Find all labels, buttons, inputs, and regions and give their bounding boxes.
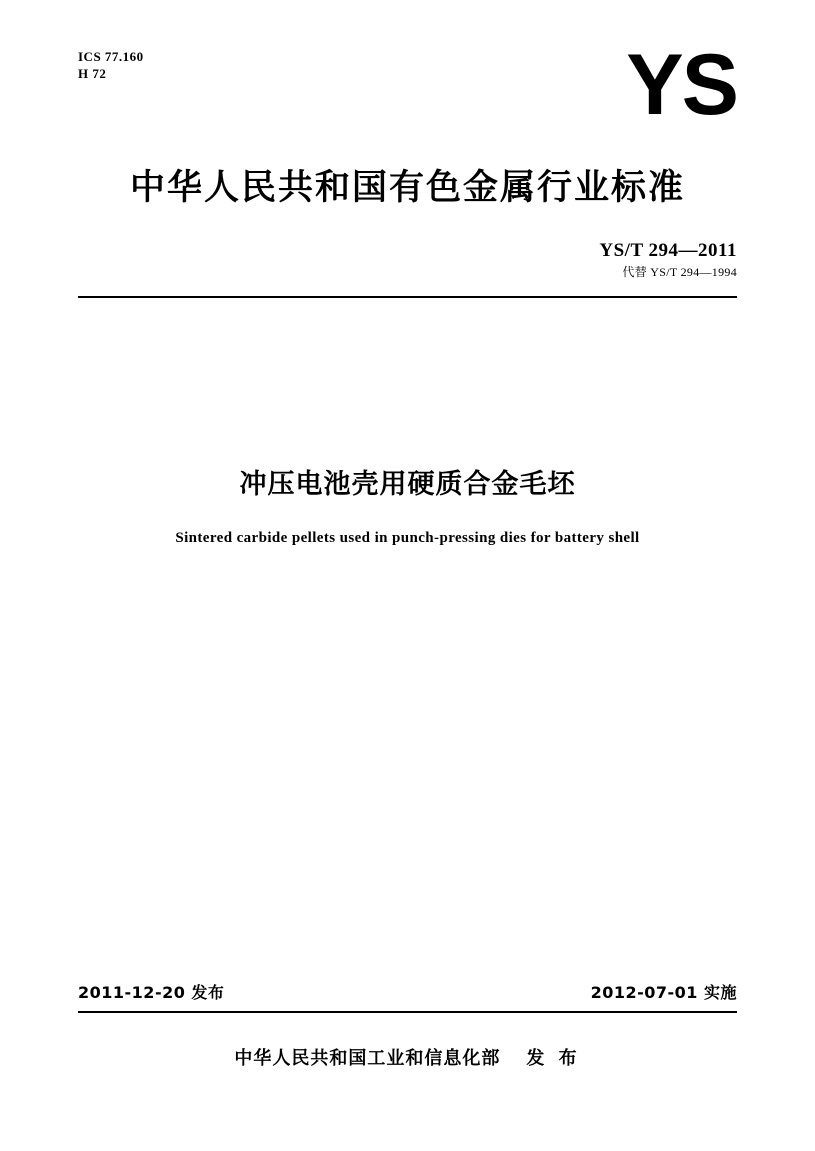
publisher-line <box>0 1044 815 1070</box>
publisher-name: 中华人民共和国工业和信息化部 <box>234 1048 501 1069</box>
issuing-authority-title: 中华人民共和国有色金属行业标准 <box>129 168 685 208</box>
ics-number: ICS 77.160 <box>78 49 144 64</box>
ys-logo: YS <box>626 37 737 133</box>
publisher-action: 发 布 <box>526 1048 581 1069</box>
document-title-chinese: 冲压电池壳用硬质合金毛坯 <box>239 469 576 500</box>
issue-date: 2011-12-20 发布 <box>78 983 225 1002</box>
classification-code: H 72 <box>78 66 107 81</box>
footer-divider <box>78 1011 737 1013</box>
standard-replaces: 代替 YS/T 294—1994 <box>622 265 737 279</box>
document-title-english: Sintered carbide pellets used in punch-pressing dies for battery shell <box>175 530 640 546</box>
header-divider <box>78 296 737 298</box>
ics-classification-block <box>78 48 144 82</box>
standard-number: YS/T 294—2011 <box>599 240 737 261</box>
effective-date: 2012-07-01 实施 <box>590 983 737 1002</box>
